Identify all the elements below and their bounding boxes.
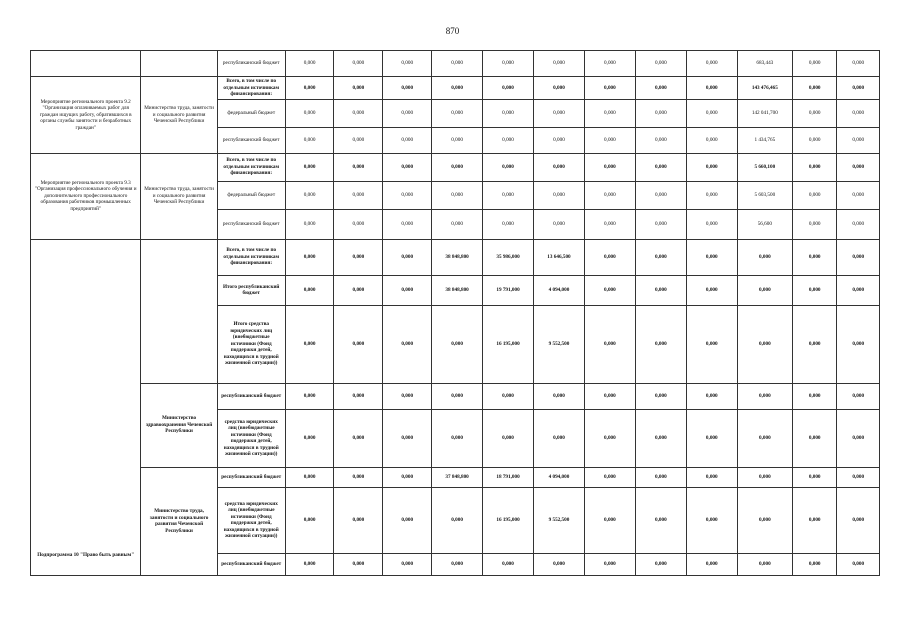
value-cell: 142 041,700 <box>737 99 792 127</box>
value-cell: 0,000 <box>432 409 483 467</box>
funding-source-cell: республиканский бюджет <box>217 467 285 487</box>
value-cell: 0,000 <box>383 409 432 467</box>
table-row <box>31 383 880 409</box>
value-cell: 0,000 <box>686 51 737 77</box>
page-number: 870 <box>445 26 460 36</box>
table-row <box>31 77 880 100</box>
value-cell: 0,000 <box>635 383 686 409</box>
executor-cell <box>141 51 217 77</box>
value-cell: 0,000 <box>686 305 737 383</box>
value-cell: 0,000 <box>334 383 383 409</box>
event-name-cell: Подпрограмма 10 "Право быть равным" <box>31 239 141 575</box>
value-cell: 0,000 <box>285 275 334 305</box>
executor-cell: Министерство здравоохранения Чеченской Республики <box>141 383 217 467</box>
value-cell: 0,000 <box>686 383 737 409</box>
table-row <box>31 467 880 487</box>
value-cell: 0,000 <box>686 127 737 153</box>
value-cell: 0,000 <box>584 275 635 305</box>
value-cell: 9 552,500 <box>533 487 584 553</box>
value-cell: 0,000 <box>334 467 383 487</box>
value-cell: 0,000 <box>533 553 584 575</box>
value-cell: 683,443 <box>737 51 792 77</box>
value-cell: 0,000 <box>584 467 635 487</box>
value-cell: 0,000 <box>584 153 635 181</box>
value-cell: 0,000 <box>334 409 383 467</box>
value-cell: 0,000 <box>432 77 483 100</box>
value-cell: 0,000 <box>383 99 432 127</box>
value-cell: 37 848,800 <box>432 467 483 487</box>
event-name-cell: Мероприятие регионального проекта 9.2 "Организация оплачиваемых работ для граждан ищущих работу, обратившихся в органы службы занятости и безработных граждан" <box>31 77 141 154</box>
funding-source-cell: республиканский бюджет <box>217 209 285 239</box>
funding-source-cell: республиканский бюджет <box>217 127 285 153</box>
value-cell: 0,000 <box>285 99 334 127</box>
value-cell: 0,000 <box>334 239 383 275</box>
value-cell: 0,000 <box>584 99 635 127</box>
value-cell: 0,000 <box>383 209 432 239</box>
value-cell: 5 603,500 <box>737 181 792 209</box>
value-cell: 0,000 <box>432 383 483 409</box>
executor-cell: Министерство труда, занятости и социального развития Чеченской Республики <box>141 467 217 575</box>
value-cell: 0,000 <box>334 209 383 239</box>
event-name-cell <box>31 51 141 77</box>
value-cell: 0,000 <box>792 77 837 100</box>
value-cell: 0,000 <box>837 181 880 209</box>
value-cell: 0,000 <box>383 77 432 100</box>
value-cell: 0,000 <box>635 275 686 305</box>
value-cell: 0,000 <box>635 467 686 487</box>
value-cell: 0,000 <box>432 209 483 239</box>
value-cell: 0,000 <box>792 275 837 305</box>
value-cell: 0,000 <box>837 305 880 383</box>
value-cell: 0,000 <box>837 553 880 575</box>
value-cell: 0,000 <box>432 553 483 575</box>
value-cell: 0,000 <box>533 181 584 209</box>
value-cell: 0,000 <box>737 553 792 575</box>
value-cell: 0,000 <box>483 77 534 100</box>
value-cell: 0,000 <box>837 409 880 467</box>
value-cell: 0,000 <box>584 181 635 209</box>
value-cell: 0,000 <box>737 487 792 553</box>
value-cell: 0,000 <box>837 209 880 239</box>
value-cell: 0,000 <box>483 99 534 127</box>
value-cell: 0,000 <box>686 153 737 181</box>
funding-source-cell: средства юридических лиц (внебюджетные источники (Фонд поддержки детей, находящихся в трудной жизненной ситуации)) <box>217 409 285 467</box>
value-cell: 0,000 <box>584 383 635 409</box>
value-cell: 0,000 <box>792 409 837 467</box>
value-cell: 0,000 <box>686 487 737 553</box>
executor-cell: Министерство труда, занятости и социального развития Чеченской Республики <box>141 77 217 154</box>
value-cell: 0,000 <box>584 127 635 153</box>
value-cell: 0,000 <box>285 487 334 553</box>
value-cell: 0,000 <box>837 275 880 305</box>
value-cell: 0,000 <box>533 77 584 100</box>
value-cell: 0,000 <box>635 409 686 467</box>
value-cell: 5 660,100 <box>737 153 792 181</box>
funding-source-cell: Всего, в том числе по отдельным источникам финансирования: <box>217 77 285 100</box>
funding-source-cell: республиканский бюджет <box>217 383 285 409</box>
value-cell: 0,000 <box>686 181 737 209</box>
value-cell: 0,000 <box>483 553 534 575</box>
value-cell: 0,000 <box>334 51 383 77</box>
value-cell: 18 791,000 <box>483 467 534 487</box>
value-cell: 0,000 <box>837 51 880 77</box>
value-cell: 0,000 <box>334 305 383 383</box>
value-cell: 0,000 <box>737 409 792 467</box>
value-cell: 0,000 <box>432 51 483 77</box>
value-cell: 0,000 <box>432 99 483 127</box>
value-cell: 35 986,000 <box>483 239 534 275</box>
value-cell: 4 094,000 <box>533 467 584 487</box>
value-cell: 0,000 <box>584 239 635 275</box>
value-cell: 0,000 <box>383 383 432 409</box>
value-cell: 0,000 <box>584 77 635 100</box>
value-cell: 0,000 <box>533 409 584 467</box>
funding-source-cell: республиканский бюджет <box>217 51 285 77</box>
value-cell: 0,000 <box>635 127 686 153</box>
value-cell: 0,000 <box>285 209 334 239</box>
value-cell: 0,000 <box>584 209 635 239</box>
value-cell: 0,000 <box>584 305 635 383</box>
value-cell: 0,000 <box>737 275 792 305</box>
value-cell: 0,000 <box>334 127 383 153</box>
funding-source-cell: федеральный бюджет <box>217 99 285 127</box>
table-row <box>31 51 880 77</box>
value-cell: 0,000 <box>584 487 635 553</box>
funding-source-cell: Всего, в том числе по отдельным источникам финансирования: <box>217 239 285 275</box>
value-cell: 0,000 <box>334 275 383 305</box>
value-cell: 0,000 <box>383 553 432 575</box>
value-cell: 0,000 <box>483 153 534 181</box>
value-cell: 0,000 <box>635 553 686 575</box>
value-cell: 0,000 <box>686 209 737 239</box>
value-cell: 0,000 <box>635 181 686 209</box>
value-cell: 16 195,000 <box>483 487 534 553</box>
value-cell: 0,000 <box>285 409 334 467</box>
value-cell: 0,000 <box>334 487 383 553</box>
value-cell: 0,000 <box>334 77 383 100</box>
value-cell: 0,000 <box>432 153 483 181</box>
executor-cell <box>141 239 217 383</box>
value-cell: 0,000 <box>334 99 383 127</box>
value-cell: 0,000 <box>686 467 737 487</box>
value-cell: 16 195,000 <box>483 305 534 383</box>
value-cell: 0,000 <box>483 409 534 467</box>
value-cell: 0,000 <box>285 153 334 181</box>
value-cell: 0,000 <box>635 305 686 383</box>
value-cell: 0,000 <box>334 553 383 575</box>
value-cell: 0,000 <box>533 153 584 181</box>
event-name-cell: Мероприятие регионального проекта 9.3 "Организация профессионального обучения и дополнительного профессионального образования работников промышленных предприятий" <box>31 153 141 239</box>
value-cell: 143 476,465 <box>737 77 792 100</box>
value-cell: 0,000 <box>285 77 334 100</box>
value-cell: 0,000 <box>792 487 837 553</box>
value-cell: 38 848,800 <box>432 239 483 275</box>
value-cell: 0,000 <box>686 553 737 575</box>
value-cell: 0,000 <box>792 99 837 127</box>
funding-source-cell: республиканский бюджет <box>217 553 285 575</box>
funding-source-cell: Итого республиканский бюджет <box>217 275 285 305</box>
value-cell: 0,000 <box>792 553 837 575</box>
value-cell: 0,000 <box>533 383 584 409</box>
value-cell: 0,000 <box>533 127 584 153</box>
value-cell: 0,000 <box>383 153 432 181</box>
value-cell: 1 434,765 <box>737 127 792 153</box>
value-cell: 0,000 <box>383 51 432 77</box>
value-cell: 0,000 <box>635 99 686 127</box>
value-cell: 0,000 <box>285 553 334 575</box>
value-cell: 0,000 <box>837 153 880 181</box>
value-cell: 0,000 <box>432 127 483 153</box>
value-cell: 0,000 <box>635 487 686 553</box>
value-cell: 0,000 <box>792 305 837 383</box>
value-cell: 0,000 <box>792 383 837 409</box>
value-cell: 0,000 <box>686 409 737 467</box>
funding-source-cell: Всего, в том числе по отдельным источникам финансирования: <box>217 153 285 181</box>
value-cell: 0,000 <box>483 127 534 153</box>
funding-source-cell: Итого средства юридических лиц (внебюджетные источники (Фонд поддержки детей, находящихся в трудной жизненной ситуации)) <box>217 305 285 383</box>
table-row <box>31 239 880 275</box>
value-cell: 0,000 <box>483 181 534 209</box>
value-cell: 0,000 <box>837 77 880 100</box>
value-cell: 0,000 <box>285 127 334 153</box>
value-cell: 0,000 <box>334 181 383 209</box>
funding-source-cell: средства юридических лиц (внебюджетные источники (Фонд поддержки детей, находящихся в трудной жизненной ситуации)) <box>217 487 285 553</box>
value-cell: 0,000 <box>285 239 334 275</box>
value-cell: 56,600 <box>737 209 792 239</box>
value-cell: 9 552,500 <box>533 305 584 383</box>
value-cell: 4 094,000 <box>533 275 584 305</box>
value-cell: 0,000 <box>383 467 432 487</box>
value-cell: 0,000 <box>792 127 837 153</box>
value-cell: 0,000 <box>383 181 432 209</box>
value-cell: 0,000 <box>686 99 737 127</box>
value-cell: 0,000 <box>285 467 334 487</box>
value-cell: 0,000 <box>285 181 334 209</box>
funding-source-cell: федеральный бюджет <box>217 181 285 209</box>
value-cell: 0,000 <box>483 209 534 239</box>
executor-cell: Министерство труда, занятости и социального развития Чеченской Республики <box>141 153 217 239</box>
value-cell: 0,000 <box>837 239 880 275</box>
value-cell: 0,000 <box>635 153 686 181</box>
value-cell: 0,000 <box>285 305 334 383</box>
value-cell: 0,000 <box>837 487 880 553</box>
value-cell: 0,000 <box>584 553 635 575</box>
value-cell: 0,000 <box>792 467 837 487</box>
value-cell: 0,000 <box>686 275 737 305</box>
value-cell: 0,000 <box>432 305 483 383</box>
value-cell: 0,000 <box>383 127 432 153</box>
value-cell: 0,000 <box>686 239 737 275</box>
table-row <box>31 153 880 181</box>
value-cell: 0,000 <box>635 77 686 100</box>
value-cell: 13 646,500 <box>533 239 584 275</box>
value-cell: 0,000 <box>737 467 792 487</box>
value-cell: 0,000 <box>383 305 432 383</box>
value-cell: 0,000 <box>635 239 686 275</box>
value-cell: 0,000 <box>792 209 837 239</box>
value-cell: 0,000 <box>285 383 334 409</box>
value-cell: 0,000 <box>792 153 837 181</box>
value-cell: 0,000 <box>737 305 792 383</box>
value-cell: 0,000 <box>792 181 837 209</box>
value-cell: 0,000 <box>383 239 432 275</box>
value-cell: 0,000 <box>432 487 483 553</box>
value-cell: 0,000 <box>584 51 635 77</box>
value-cell: 0,000 <box>837 127 880 153</box>
value-cell: 0,000 <box>483 383 534 409</box>
value-cell: 38 848,800 <box>432 275 483 305</box>
value-cell: 0,000 <box>737 239 792 275</box>
value-cell: 0,000 <box>383 487 432 553</box>
value-cell: 0,000 <box>584 409 635 467</box>
value-cell: 0,000 <box>837 467 880 487</box>
value-cell: 0,000 <box>635 209 686 239</box>
value-cell: 0,000 <box>533 51 584 77</box>
value-cell: 0,000 <box>432 181 483 209</box>
value-cell: 19 791,000 <box>483 275 534 305</box>
value-cell: 0,000 <box>737 383 792 409</box>
value-cell: 0,000 <box>792 51 837 77</box>
budget-table <box>30 50 880 576</box>
value-cell: 0,000 <box>334 153 383 181</box>
value-cell: 0,000 <box>533 209 584 239</box>
value-cell: 0,000 <box>483 51 534 77</box>
value-cell: 0,000 <box>285 51 334 77</box>
value-cell: 0,000 <box>837 99 880 127</box>
value-cell: 0,000 <box>635 51 686 77</box>
value-cell: 0,000 <box>383 275 432 305</box>
value-cell: 0,000 <box>686 77 737 100</box>
value-cell: 0,000 <box>837 383 880 409</box>
value-cell: 0,000 <box>533 99 584 127</box>
value-cell: 0,000 <box>792 239 837 275</box>
